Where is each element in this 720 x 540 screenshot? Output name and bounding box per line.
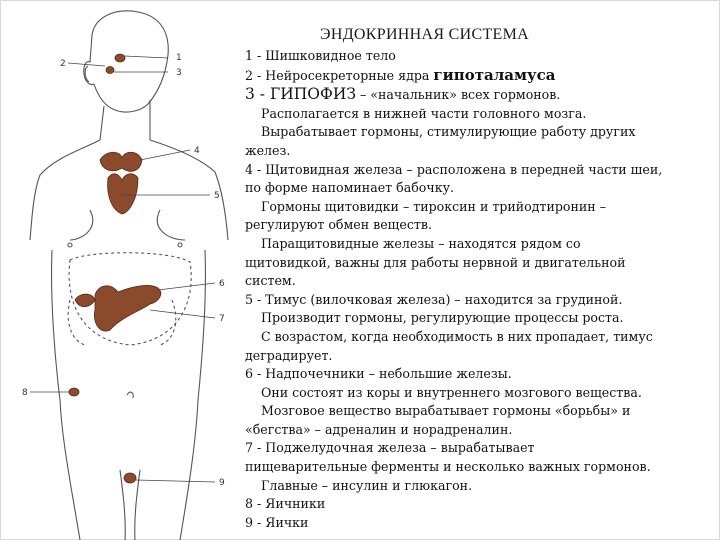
testis-gland (124, 473, 136, 483)
pituitary-gland (106, 67, 114, 74)
text-line-7: 4 - Щитовидная железа – расположена в передней части шеи, (245, 161, 663, 177)
text-line-1: 1 - Шишковидное тело (245, 48, 396, 63)
adrenal-left (75, 294, 95, 307)
text-line-8: по форме напоминает бабочку. (245, 180, 454, 196)
figure-label-8: 8 (22, 388, 28, 398)
text-line-19: Они состоят из коры и внутреннего мозгового вещества. (261, 384, 642, 400)
endocrine-body-illustration (0, 0, 250, 540)
pineal-gland (115, 54, 125, 62)
text-line-24: Главные – инсулин и глюкагон. (261, 477, 473, 493)
text-line-10: регулируют обмен веществ. (245, 217, 432, 233)
text-line-21: «бегства» – адреналин и норадреналин. (245, 421, 513, 437)
figure-label-3: 3 (176, 68, 182, 78)
head-outline (84, 11, 168, 112)
text-line-6: желез. (245, 142, 291, 158)
text-line-22: 7 - Поджелудочная железа – вырабатывает (245, 440, 535, 456)
ovary-gland (69, 388, 79, 396)
hips-outline (60, 400, 198, 540)
text-line-11: Паращитовидные железы – находятся рядом со (261, 235, 581, 251)
figure-label-5: 5 (214, 191, 220, 201)
torso-sides (52, 250, 206, 400)
text-line-4: Располагается в нижней части головного мозга. (261, 105, 587, 121)
text-line-15: Производит гормоны, регулирующие процессы роста. (261, 310, 624, 326)
figure-label-4: 4 (194, 146, 200, 156)
page-title: ЭНДОКРИННАЯ СИСТЕМА (320, 26, 529, 43)
figure-label-7: 7 (219, 314, 225, 324)
text-line-18: 6 - Надпочечники – небольшие железы. (245, 366, 512, 382)
thymus-gland (108, 174, 138, 214)
text-line-12: щитовидкой, важны для работы нервной и двигательной (245, 254, 626, 270)
pancreas-gland (94, 285, 161, 331)
text-line-16: С возрастом, когда необходимость в них пропадает, тимус (261, 328, 653, 344)
figure-label-1: 1 (176, 53, 182, 63)
text-line-3: 3 - ГИПОФИЗ – «начальник» всех гормонов. (245, 85, 561, 104)
text-line-13: систем. (245, 273, 296, 289)
figure-label-6: 6 (219, 279, 225, 289)
content-text-block (245, 47, 717, 532)
text-line-14: 5 - Тимус (вилочковая железа) – находится за грудиной. (245, 291, 623, 307)
text-line-23: пищеварительные ферменты и несколько важных гормонов. (245, 459, 651, 475)
chest-line (70, 210, 185, 240)
text-line-20: Мозговое вещество вырабатывает гормоны «борьбы» и (261, 403, 631, 419)
figure-label-9: 9 (219, 478, 225, 488)
text-line-5: Вырабатывает гормоны, стимулирующие работу других (261, 124, 636, 140)
figure-label-2: 2 (60, 59, 66, 69)
thyroid-gland (100, 152, 142, 171)
text-line-2: 2 - Нейросекреторные ядра гипоталамуса (245, 65, 556, 84)
text-line-26: 9 - Яички (245, 514, 309, 530)
text-line-9: Гормоны щитовидки – тироксин и трийодтиронин – (261, 198, 606, 214)
text-line-17: деградирует. (245, 347, 333, 363)
text-line-25: 8 - Яичники (245, 496, 326, 512)
